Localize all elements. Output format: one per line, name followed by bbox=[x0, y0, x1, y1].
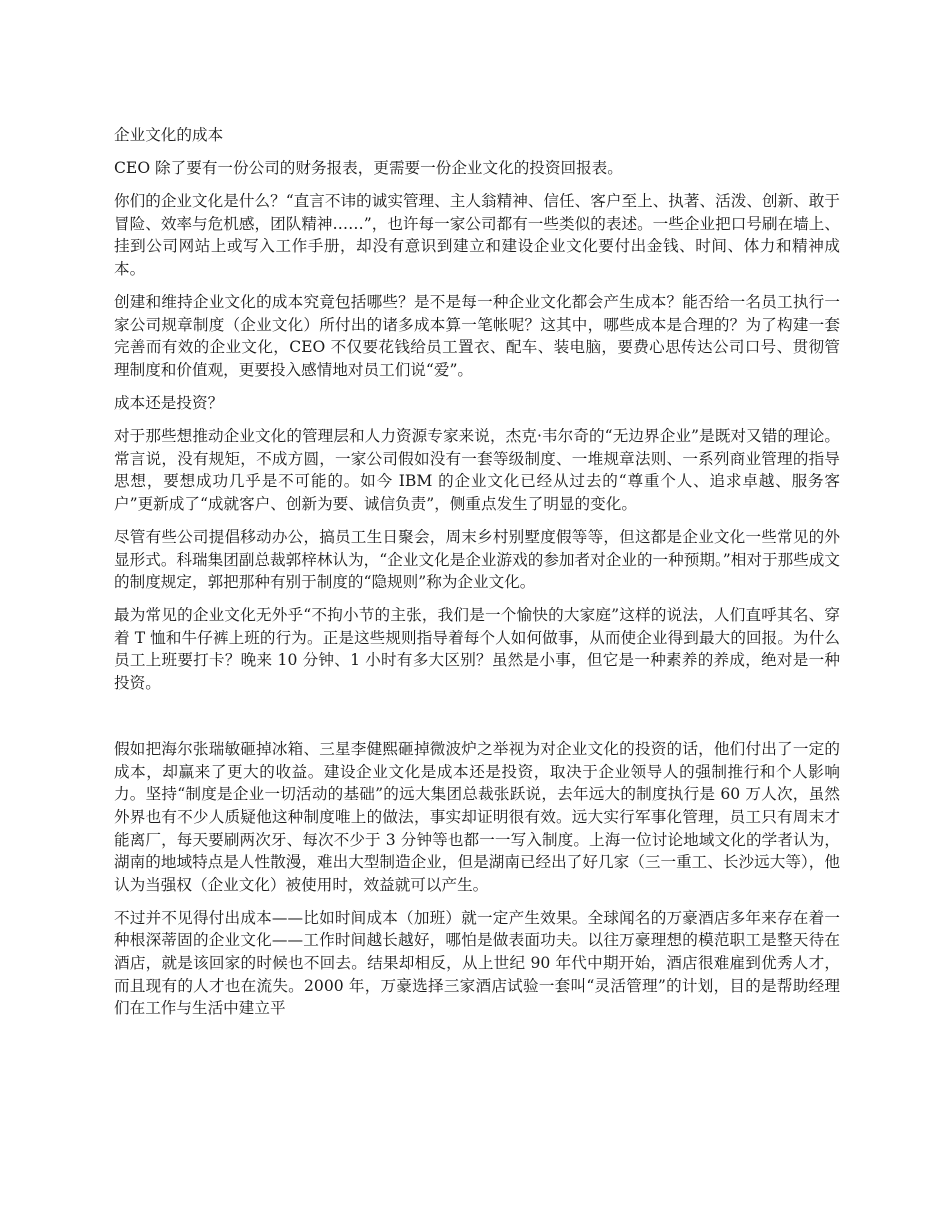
paragraph: 不过并不见得付出成本——比如时间成本（加班）就一定产生效果。全球闻名的万豪酒店多年来存在着一种根深蒂固的企业文化——工作时间越长越好，哪怕是做表面功夫。以往万豪理想的模范职工是整天待在酒店，就是该回家的时候也不回去。结果却相反，从上世纪 90 年代中期开始，酒店很难雇到优秀人才，而且现有的人才也在流失。2000 年，万豪选择三家酒店试验一套叫“灵活管理”的计划，目的是帮助经理们在工作与生活中建立平 bbox=[114, 908, 840, 1018]
paragraph: 对于那些想推动企业文化的管理层和人力资源专家来说，杰克·韦尔奇的“无边界企业”是既对又错的理论。常言说，没有规矩，不成方圆，一家公司假如没有一套等级制度、一堆规章法则、一系列商业管理的指导思想，要想成功几乎是不可能的。如今 IBM 的企业文化已经从过去的“尊重个人、追求卓越、服务客户”更新成了“成就客户、创新为要、诚信负责”，侧重点发生了明显的变化。 bbox=[114, 427, 840, 513]
paragraph: 尽管有些公司提倡移动办公，搞员工生日聚会，周末乡村别墅度假等等，但这都是企业文化一些常见的外显形式。科瑞集团副总裁郭梓林认为，“企业文化是企业游戏的参加者对企业的一种预期。”相对于那些成文的制度规定，郭把那种有别于制度的“隐规则”称为企业文化。 bbox=[114, 527, 840, 592]
blank-line bbox=[114, 705, 840, 728]
section-heading: 成本还是投资？ bbox=[114, 393, 224, 412]
paragraph: 创建和维持企业文化的成本究竟包括哪些？是不是每一种企业文化都会产生成本？能否给一名员工执行一家公司规章制度（企业文化）所付出的诸多成本算一笔帐呢？这其中，哪些成本是合理的？为了构建一套完善而有效的企业文化，CEO 不仅要花钱给员工置衣、配车、装电脑，要费心思传达公司口号、贯彻管理制度和价值观，更要投入感情地对员工们说“爱”。 bbox=[114, 293, 840, 379]
document-title: 企业文化的成本 bbox=[114, 126, 224, 144]
paragraph: 你们的企业文化是什么？“直言不讳的诚实管理、主人翁精神、信任、客户至上、执著、活泼、创新、敢于冒险、效率与危机感，团队精神……”，也许每一家公司都有一些类似的表述。一些企业把口号刷在墙上、挂到公司网站上或写入工作手册，却没有意识到建立和建设企业文化要付出金钱、时间、体力和精神成本。 bbox=[114, 192, 840, 278]
paragraph: 最为常见的企业文化无外乎“不拘小节的主张，我们是一个愉快的大家庭”这样的说法，人们直呼其名、穿着 T 恤和牛仔裤上班的行为。正是这些规则指导着每个人如何做事，从而使企业得到最大的回报。为什么员工上班要打卡？晚来 10 分钟、1 小时有多大区别？虽然是小事，但它是一种素养的养成，绝对是一种投资。 bbox=[114, 606, 840, 692]
paragraph: 假如把海尔张瑞敏砸掉冰箱、三星李健熙砸掉微波炉之举视为对企业文化的投资的话，他们付出了一定的成本，却赢来了更大的收益。建设企业文化是成本还是投资，取决于企业领导人的强制推行和个人影响力。坚持“制度是企业一切活动的基础”的远大集团总裁张跃说，去年远大的制度执行是 60 万人次，虽然外界也有不少人质疑他这种制度唯上的做法，事实却证明很有效。远大实行军事化管理，员工只有周末才能离厂，每天要刷两次牙、每次不少于 3 分钟等也都一一写入制度。上海一位讨论地域文化的学者认为，湖南的地域特点是人性散漫，难出大型制造企业，但是湖南已经出了好几家（三一重工、长沙远大等），他认为当强权（企业文化）被使用时，效益就可以产生。 bbox=[114, 740, 840, 894]
document-page bbox=[114, 124, 840, 1030]
paragraph: CEO 除了要有一份公司的财务报表，更需要一份企业文化的投资回报表。 bbox=[114, 159, 623, 178]
